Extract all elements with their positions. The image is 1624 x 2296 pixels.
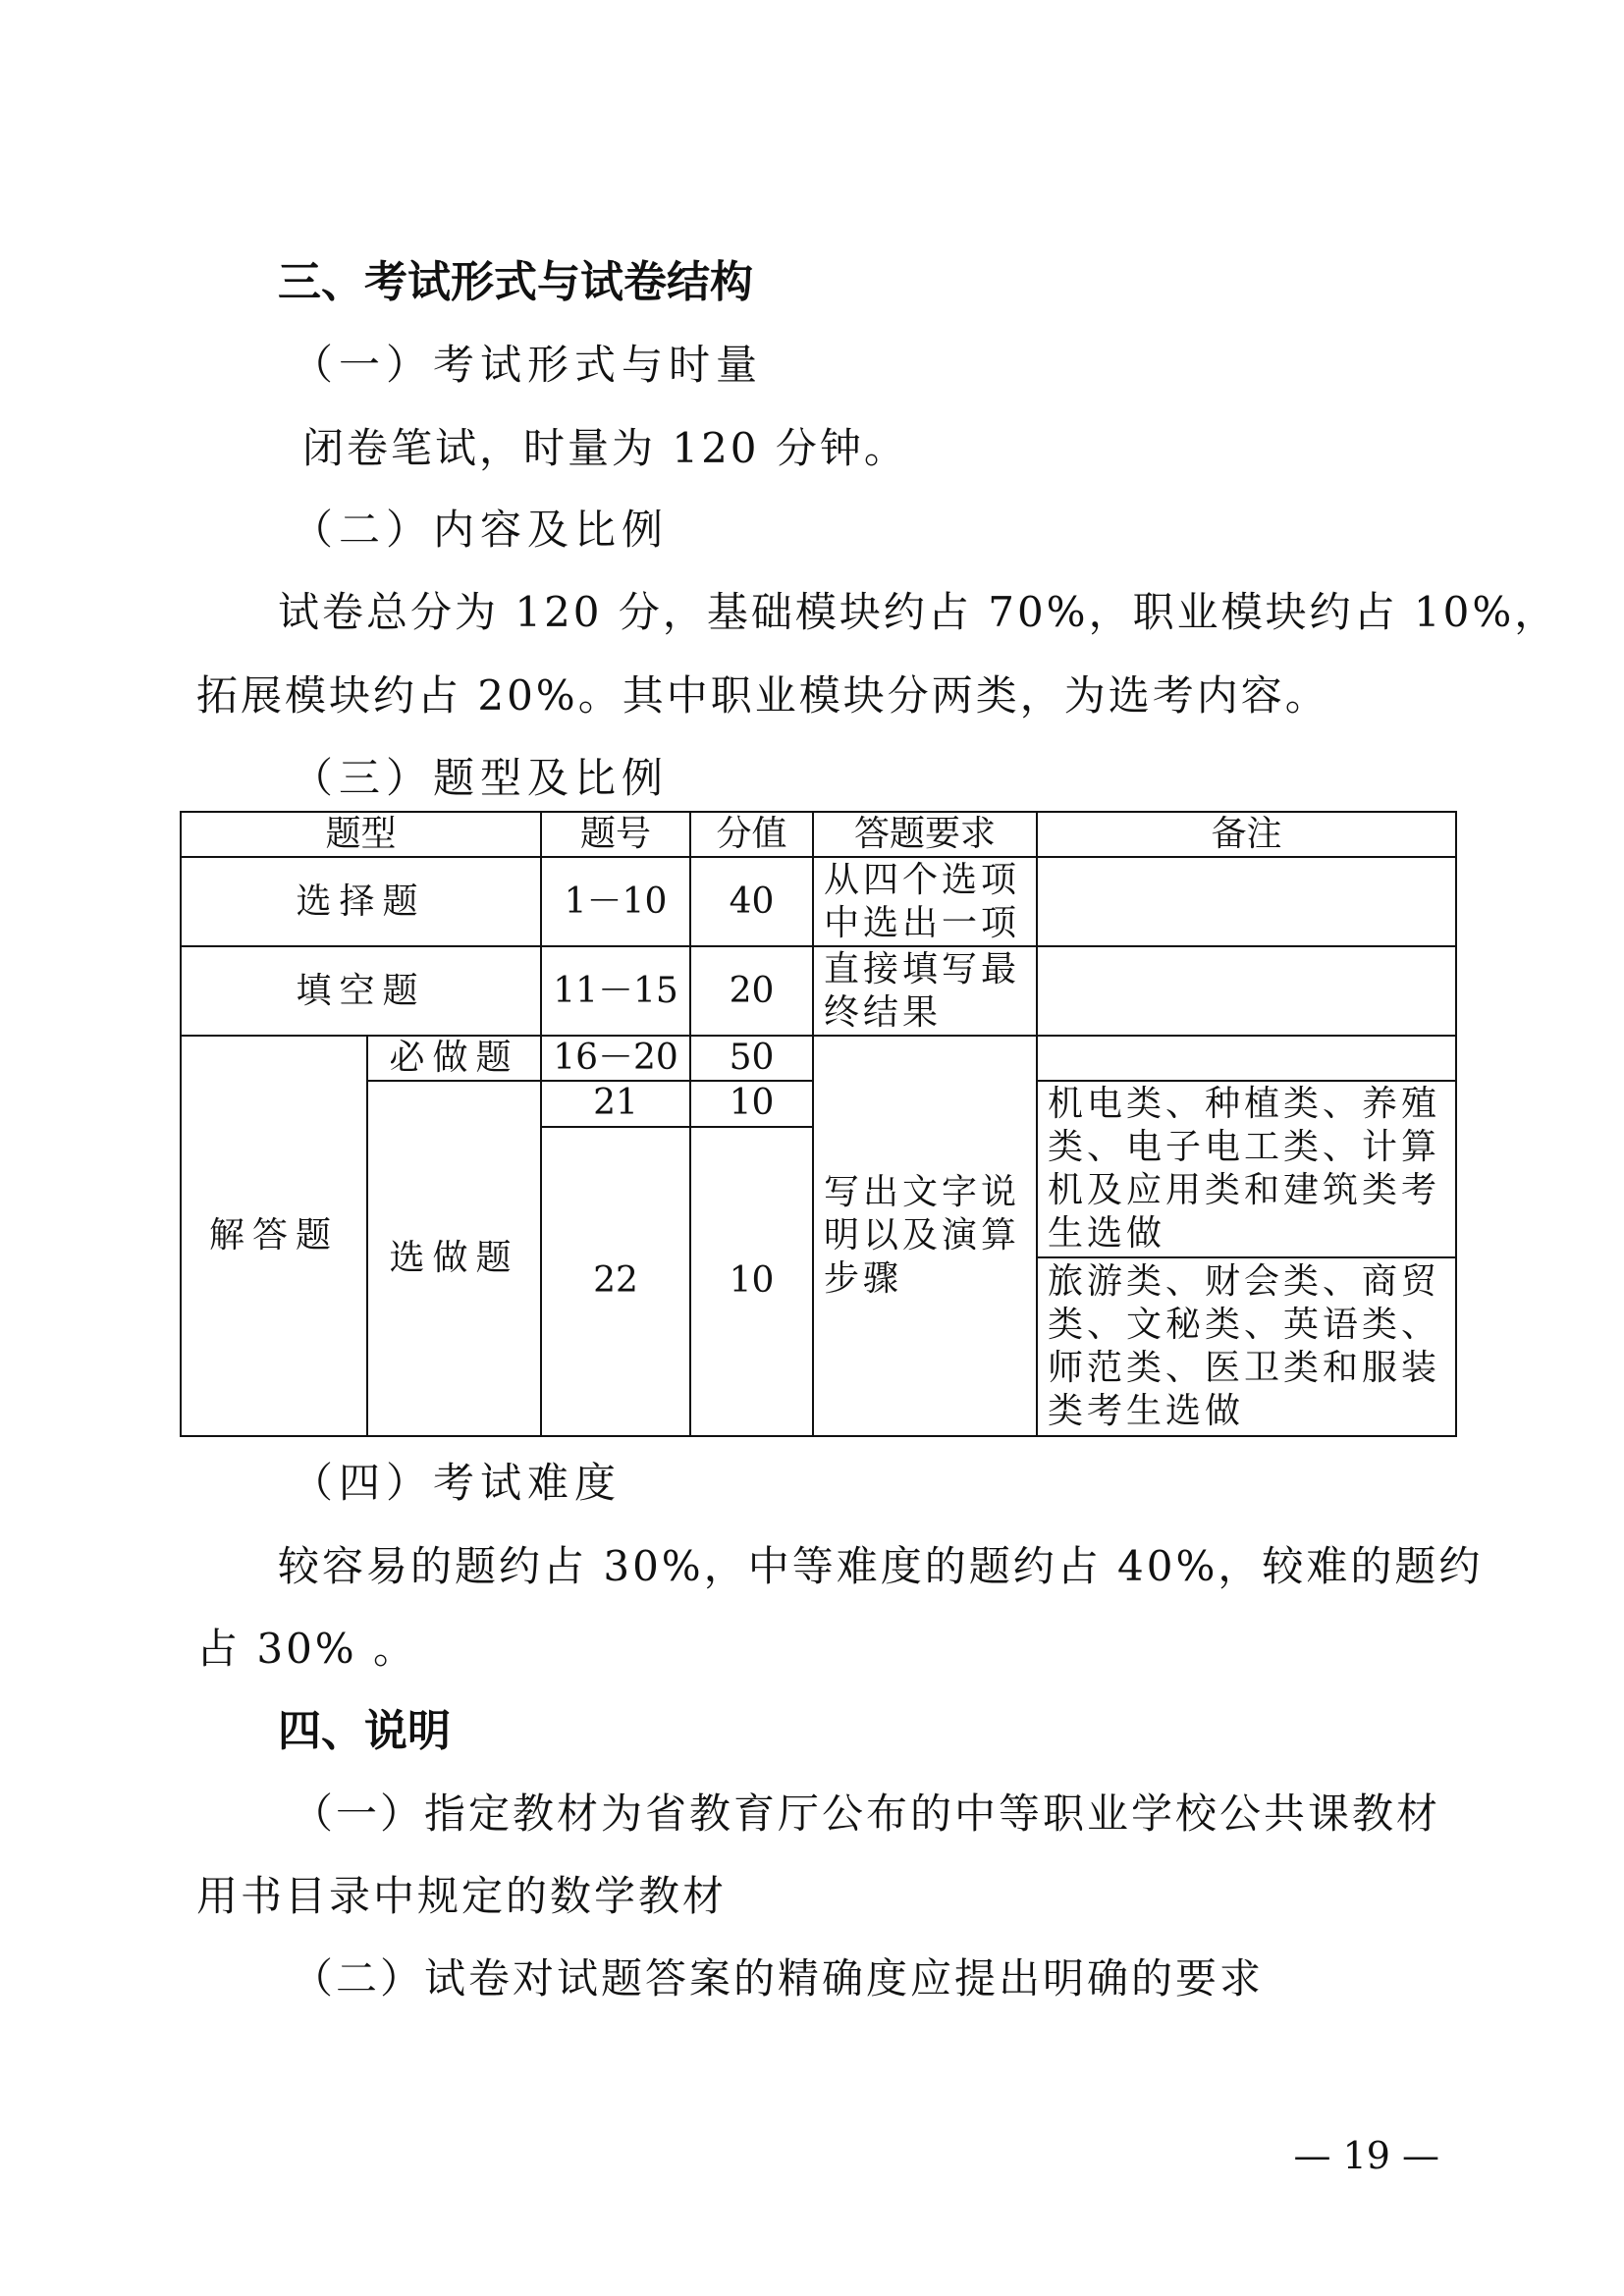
section-4-item1-line2: 用书目录中规定的数学教材 (196, 1872, 728, 1920)
page-number: — 19 — (1293, 2134, 1439, 2177)
header-score: 分值 (690, 812, 813, 857)
row-q22-note-text: 旅游类、财会类、商贸类、文秘类、英语类、师范类、医卫类和服装类考生选做 (1048, 1261, 1441, 1431)
subsection-1-text: 闭卷笔试，时量为 120 分钟。 (302, 424, 908, 472)
header-type: 题型 (181, 812, 541, 857)
row-q22-numbers: 22 (541, 1127, 690, 1437)
row-answer-requirement-text: 写出文字说明以及演算步骤 (824, 1172, 1021, 1299)
header-requirement: 答题要求 (813, 812, 1037, 857)
row-answer-requirement (813, 1036, 1037, 1436)
section-3-heading: 三、考试形式与试卷结构 (278, 257, 753, 307)
row-choice-score: 40 (690, 857, 813, 946)
row-optional-label: 选做题 (367, 1081, 541, 1436)
row-choice-requirement-text: 从四个选项中选出一项 (824, 859, 1021, 943)
row-q22-note (1038, 1258, 1455, 1435)
row-q21-note-text: 机电类、种植类、养殖类、电子电工类、计算机及应用类和建筑类考生选做 (1048, 1084, 1441, 1254)
row-required-score: 50 (690, 1036, 813, 1081)
row-answer-type: 解答题 (181, 1036, 367, 1436)
row-choice-requirement (813, 857, 1037, 946)
section-4-heading: 四、说明 (278, 1706, 451, 1756)
section-4-item2: （二）试卷对试题答案的精确度应提出明确的要求 (292, 1954, 1265, 2002)
header-note: 备注 (1037, 812, 1456, 857)
table-row-choice (181, 857, 1456, 946)
row-choice-numbers: 1－10 (541, 857, 690, 946)
subsection-4-title: （四）考试难度 (292, 1459, 623, 1507)
section-4-item1-line1: （一）指定教材为省教育厅公布的中等职业学校公共课教材 (292, 1789, 1441, 1838)
row-q21-note (1038, 1082, 1455, 1258)
table-row-required (181, 1036, 1456, 1081)
row-q22-score: 10 (690, 1127, 813, 1437)
subsection-3-title: （三）题型及比例 (292, 754, 670, 802)
subsection-4-text-line1: 较容易的题约占 30%，中等难度的题约占 40%，较难的题约 (278, 1542, 1484, 1590)
row-required-numbers: 16－20 (541, 1036, 690, 1081)
subsection-1-title: （一）考试形式与时量 (292, 341, 764, 389)
row-fill-requirement (813, 946, 1037, 1036)
row-fill-score: 20 (690, 946, 813, 1036)
row-required-label: 必做题 (367, 1036, 541, 1081)
table-header-row (181, 812, 1456, 857)
question-type-table (180, 811, 1457, 1437)
row-fill-type: 填空题 (181, 946, 541, 1036)
row-choice-note (1037, 857, 1456, 946)
row-fill-note (1037, 946, 1456, 1036)
row-choice-type: 选择题 (181, 857, 541, 946)
row-q21-score: 10 (690, 1081, 813, 1127)
subsection-2-text-line2: 拓展模块约占 20%。其中职业模块分两类，为选考内容。 (196, 671, 1329, 720)
table-row-fill (181, 946, 1456, 1036)
row-q21-numbers: 21 (541, 1081, 690, 1127)
subsection-4-text-line2: 占 30% 。 (196, 1625, 418, 1673)
header-numbers: 题号 (541, 812, 690, 857)
row-required-note (1037, 1036, 1456, 1081)
subsection-2-text-line1: 试卷总分为 120 分，基础模块约占 70%，职业模块约占 10%， (278, 588, 1559, 636)
subsection-2-title: （二）内容及比例 (292, 506, 670, 554)
row-optional-notes (1037, 1081, 1456, 1436)
row-fill-requirement-text: 直接填写最终结果 (824, 948, 1021, 1033)
row-fill-numbers: 11－15 (541, 946, 690, 1036)
